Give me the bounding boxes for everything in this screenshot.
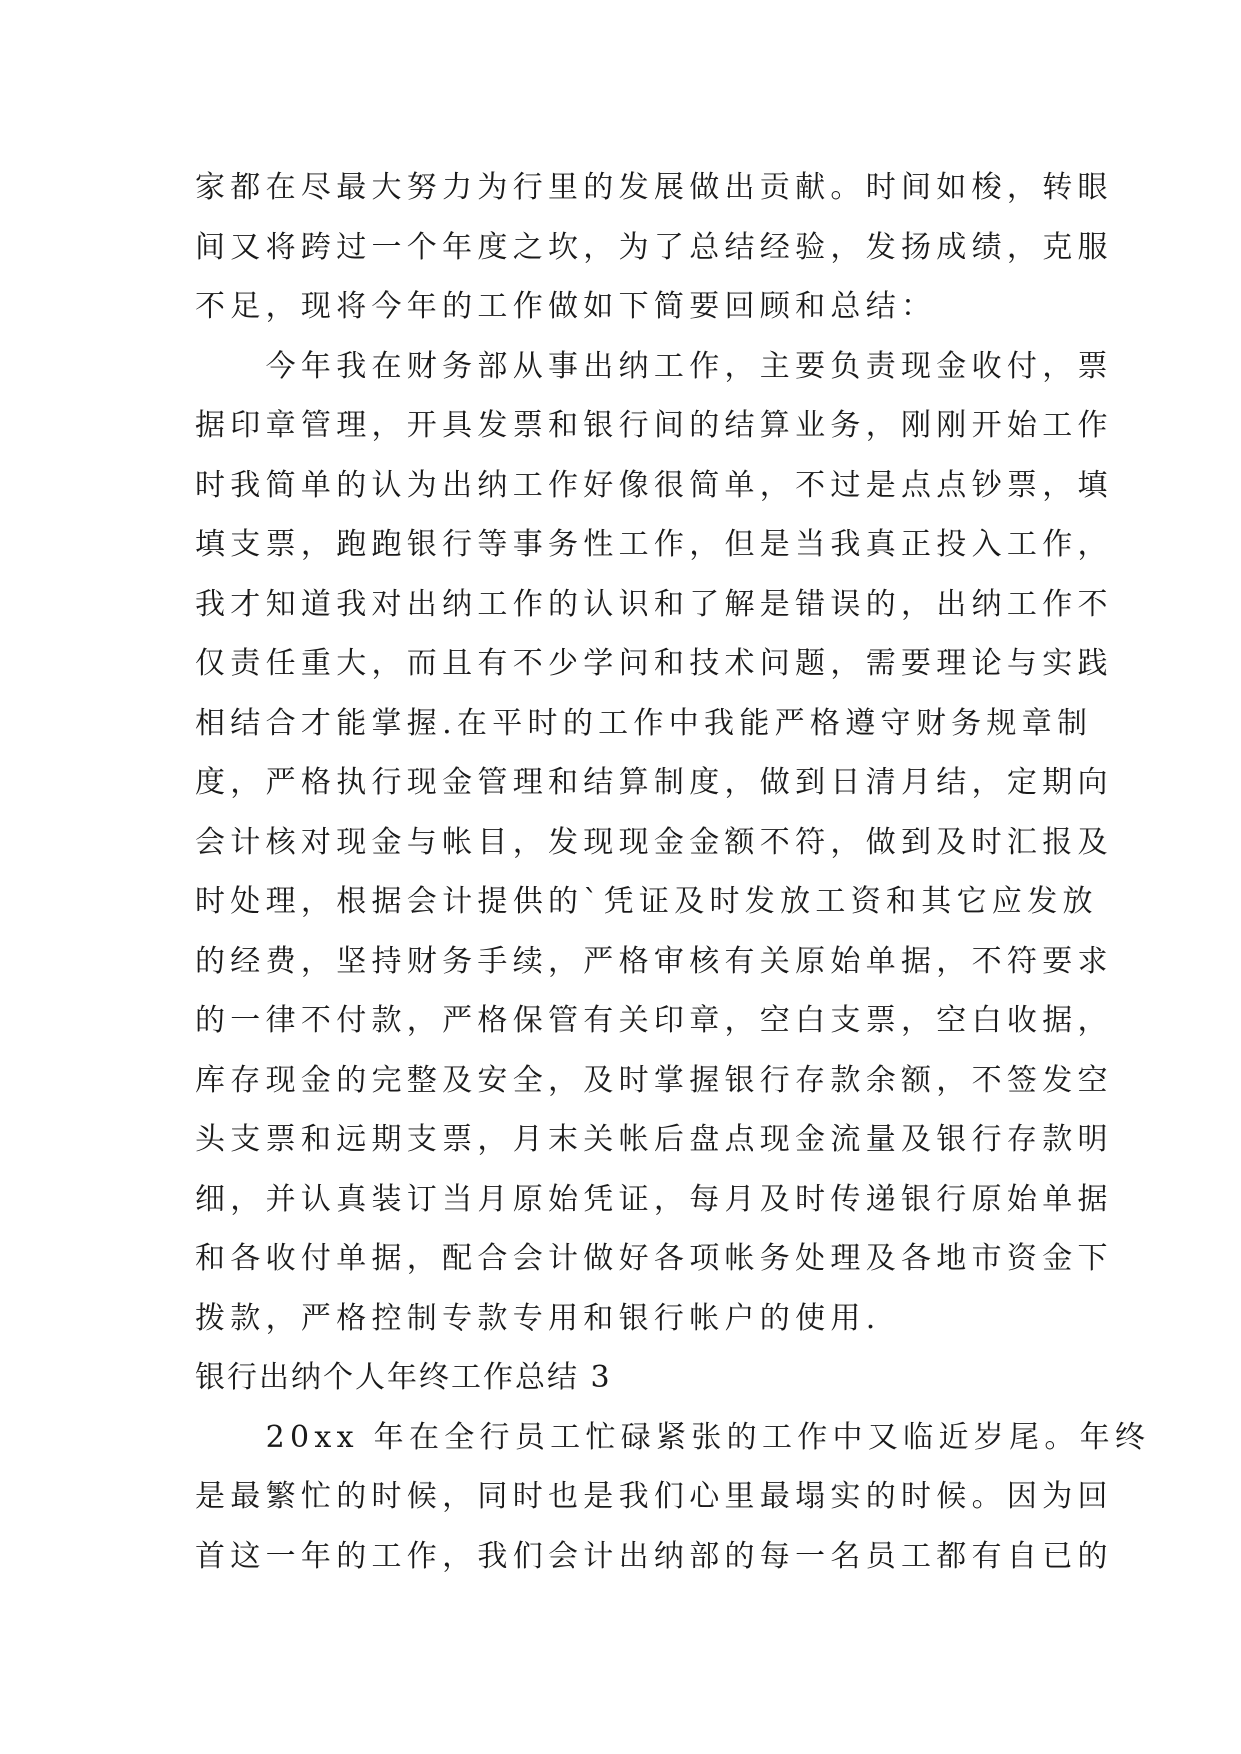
paragraph-line: 会计核对现金与帐目，发现现金金额不符，做到及时汇报及	[195, 824, 1113, 860]
paragraph-line: 仅责任重大，而且有不少学问和技术问题，需要理论与实践	[195, 646, 1113, 681]
paragraph-line: 的经费，坚持财务手续，严格审核有关原始单据，不符要求	[195, 943, 1113, 979]
paragraph-line: 据印章管理，开具发票和银行间的结算业务，刚刚开始工作	[195, 408, 1113, 443]
paragraph-line: 是最繁忙的时候，同时也是我们心里最塌实的时候。因为回	[195, 1479, 1113, 1514]
paragraph-line: 相结合才能掌握.在平时的工作中我能严格遵守财务规章制	[195, 705, 1093, 741]
paragraph-line: 和各收付单据，配合会计做好各项帐务处理及各地市资金下	[195, 1241, 1113, 1276]
document-body	[195, 158, 1151, 1586]
paragraph-line: 不足，现将今年的工作做如下简要回顾和总结：	[195, 289, 937, 324]
section-heading: 银行出纳个人年终工作总结 3	[195, 1360, 612, 1395]
paragraph-line: 首这一年的工作，我们会计出纳部的每一名员工都有自已的	[195, 1538, 1113, 1574]
paragraph-line: 细，并认真装订当月原始凭证，每月及时传递银行原始单据	[195, 1181, 1113, 1217]
paragraph-line: 家都在尽最大努力为行里的发展做出贡献。时间如梭，转眼	[195, 170, 1113, 205]
paragraph-line: 填支票，跑跑银行等事务性工作，但是当我真正投入工作，	[195, 527, 1113, 562]
paragraph-line: 拨款，严格控制专款专用和银行帐户的使用.	[195, 1300, 881, 1336]
paragraph-line: 20xx 年在全行员工忙碌紧张的工作中又临近岁尾。年终	[195, 1419, 1151, 1455]
paragraph-line: 间又将跨过一个年度之坎，为了总结经验，发扬成绩，克服	[195, 229, 1113, 265]
paragraph-line: 时我简单的认为出纳工作好像很简单，不过是点点钞票，填	[195, 467, 1113, 503]
paragraph-line: 头支票和远期支票，月末关帐后盘点现金流量及银行存款明	[195, 1122, 1113, 1157]
paragraph-line: 今年我在财务部从事出纳工作，主要负责现金收付，票	[195, 348, 1113, 384]
paragraph-line: 时处理，根据会计提供的`凭证及时发放工资和其它应发放	[195, 884, 1098, 919]
paragraph-line: 度，严格执行现金管理和结算制度，做到日清月结，定期向	[195, 765, 1113, 800]
paragraph-line: 的一律不付款，严格保管有关印章，空白支票，空白收据，	[195, 1003, 1113, 1038]
paragraph-line: 我才知道我对出纳工作的认识和了解是错误的，出纳工作不	[195, 586, 1113, 622]
paragraph-line: 库存现金的完整及安全，及时掌握银行存款余额，不签发空	[195, 1062, 1113, 1098]
